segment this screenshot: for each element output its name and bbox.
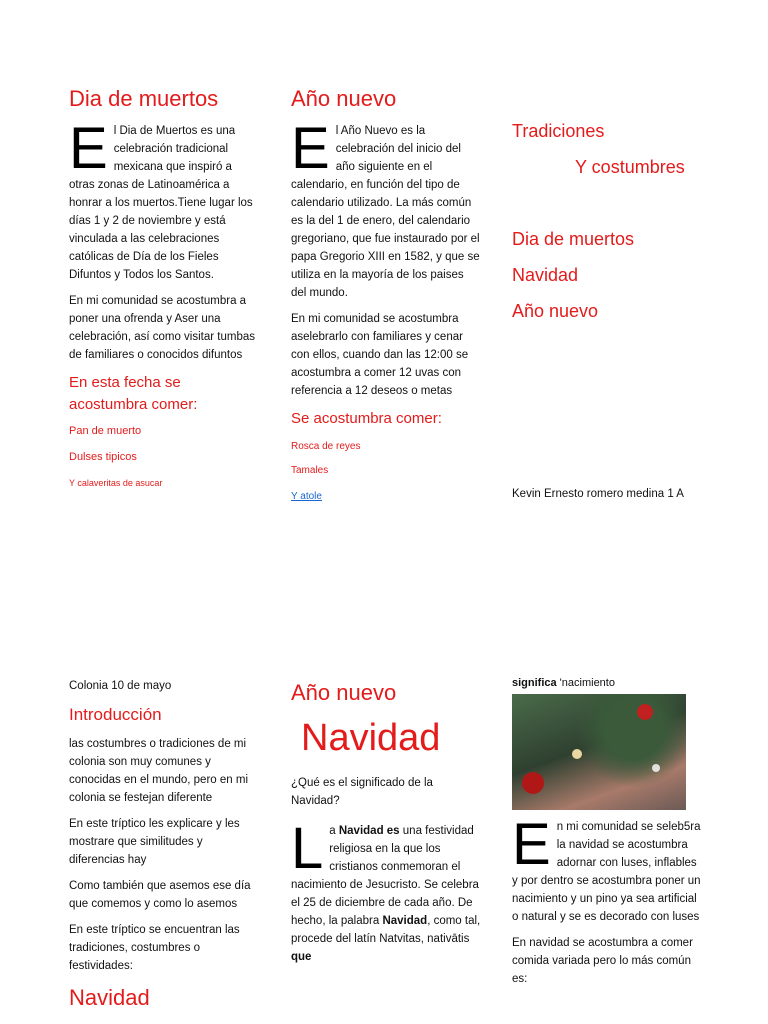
question: ¿Qué es el significado de la Navidad? xyxy=(291,777,433,807)
title-introduccion: Introducción xyxy=(69,705,162,724)
cover-item: Navidad xyxy=(512,265,579,285)
para-comida: En navidad se acostumbra a comer comida variada pero lo más común es: xyxy=(512,937,693,985)
title-dia-muertos: Dia de muertos xyxy=(69,86,219,111)
food-item: Tamales xyxy=(291,465,329,476)
significa-line: significa 'nacimiento xyxy=(512,677,615,689)
drop-cap: E xyxy=(291,116,330,181)
christmas-tree-photo xyxy=(512,694,686,810)
food-item: Rosca de reyes xyxy=(291,441,361,452)
food-item-link[interactable]: Y atole xyxy=(291,491,322,502)
cover-item: Año nuevo xyxy=(512,301,599,321)
date: Colonia 10 de mayo xyxy=(69,680,172,692)
drop-cap: E xyxy=(69,116,108,181)
col-dia-muertos xyxy=(69,86,259,490)
para-ano-nuevo-2: En mi comunidad se acostumbra aselebrarlo con familiares y cenar con ellos, cuando dan las 12:00 se acostumbra a comer 12 uvas con referencia a 12 deseos o metas xyxy=(291,313,469,397)
food-item: Dulses tipicos xyxy=(69,451,137,463)
para-intro: Como también que asemos ese día que comemos y como lo asemos xyxy=(69,880,251,910)
para-ano-nuevo-1: El Año Nuevo es la celebración del inicio del año siguiente en el calendario, en función del tipo de calendario utilizado. La más común es la del 1 de enero, del calendario gregoriano, que fue instaurado por el papa Gregorio XIII en 1582, y que se utiliza en la mayoría de los paises del mundo. xyxy=(291,116,480,299)
para-navidad: La Navidad es una festividad religiosa en la que los cristianos conmemoran el nacimiento de Jesucristo. Se celebra el 25 de diciembre de cada año. De hecho, la palabra Navidad, como tal, procede del latín Natvitas, nativātis que xyxy=(291,816,481,963)
title-ano-nuevo: Año nuevo xyxy=(291,86,397,111)
col-navidad xyxy=(291,680,481,974)
col-navidad-comunidad xyxy=(512,812,702,996)
title-ano-nuevo-2: Año nuevo xyxy=(291,680,397,705)
col-ano-nuevo xyxy=(291,86,481,506)
para-dia-muertos-1: El Dia de Muertos es una celebración tradicional mexicana que inspiró a otras zonas de Latinoamérica a honrar a los muertos.Tiene lugar los días 1 y 2 de noviembre y está vinculada a las celebraciones católicas de Día de los Fieles Difuntos y Todos los Santos. xyxy=(69,116,253,281)
cover-title-2: Y costumbres xyxy=(575,157,685,177)
para-comunidad: En mi comunidad se seleb5ra la navidad se acostumbra adornar con luses, inflables y por dentro se acostumbra poner un nacimiento y un pino ya sea artificial o natural y se es decorado con luses xyxy=(512,812,701,923)
cover-title-1: Tradiciones xyxy=(512,121,605,141)
cover-item: Dia de muertos xyxy=(512,229,635,249)
para-intro: En este tríptico les explicare y les mostrare que similitudes y diferencias hay xyxy=(69,818,240,866)
para-dia-muertos-2: En mi comunidad se acostumbra a poner una ofrenda y Aser una celebración, así como visitar tumbas de familiares o conocidos difuntos xyxy=(69,295,255,361)
trailing-heading: Navidad xyxy=(69,985,150,1010)
ornament xyxy=(652,764,660,772)
para-intro: En este tríptico se encuentran las tradiciones, costumbres o festividades: xyxy=(69,924,240,972)
subtitle-comer: En esta fecha se acostumbra comer: xyxy=(69,374,198,413)
ornament xyxy=(572,749,582,759)
col-introduccion xyxy=(69,677,259,1011)
para-intro: las costumbres o tradiciones de mi colonia son muy comunes y conocidas en el mundo, pero en mi colonia se festejan diferente xyxy=(69,738,248,804)
ornament xyxy=(522,772,544,794)
drop-cap: E xyxy=(512,812,551,877)
drop-cap: L xyxy=(291,816,324,881)
subtitle-comer: Se acostumbra comer: xyxy=(291,410,442,427)
title-navidad: Navidad xyxy=(301,717,441,759)
author: Kevin Ernesto romero medina 1 A xyxy=(512,488,684,500)
food-item: Y calaveritas de asucar xyxy=(69,478,163,488)
ornament xyxy=(637,704,653,720)
food-item: Pan de muerto xyxy=(69,425,142,437)
